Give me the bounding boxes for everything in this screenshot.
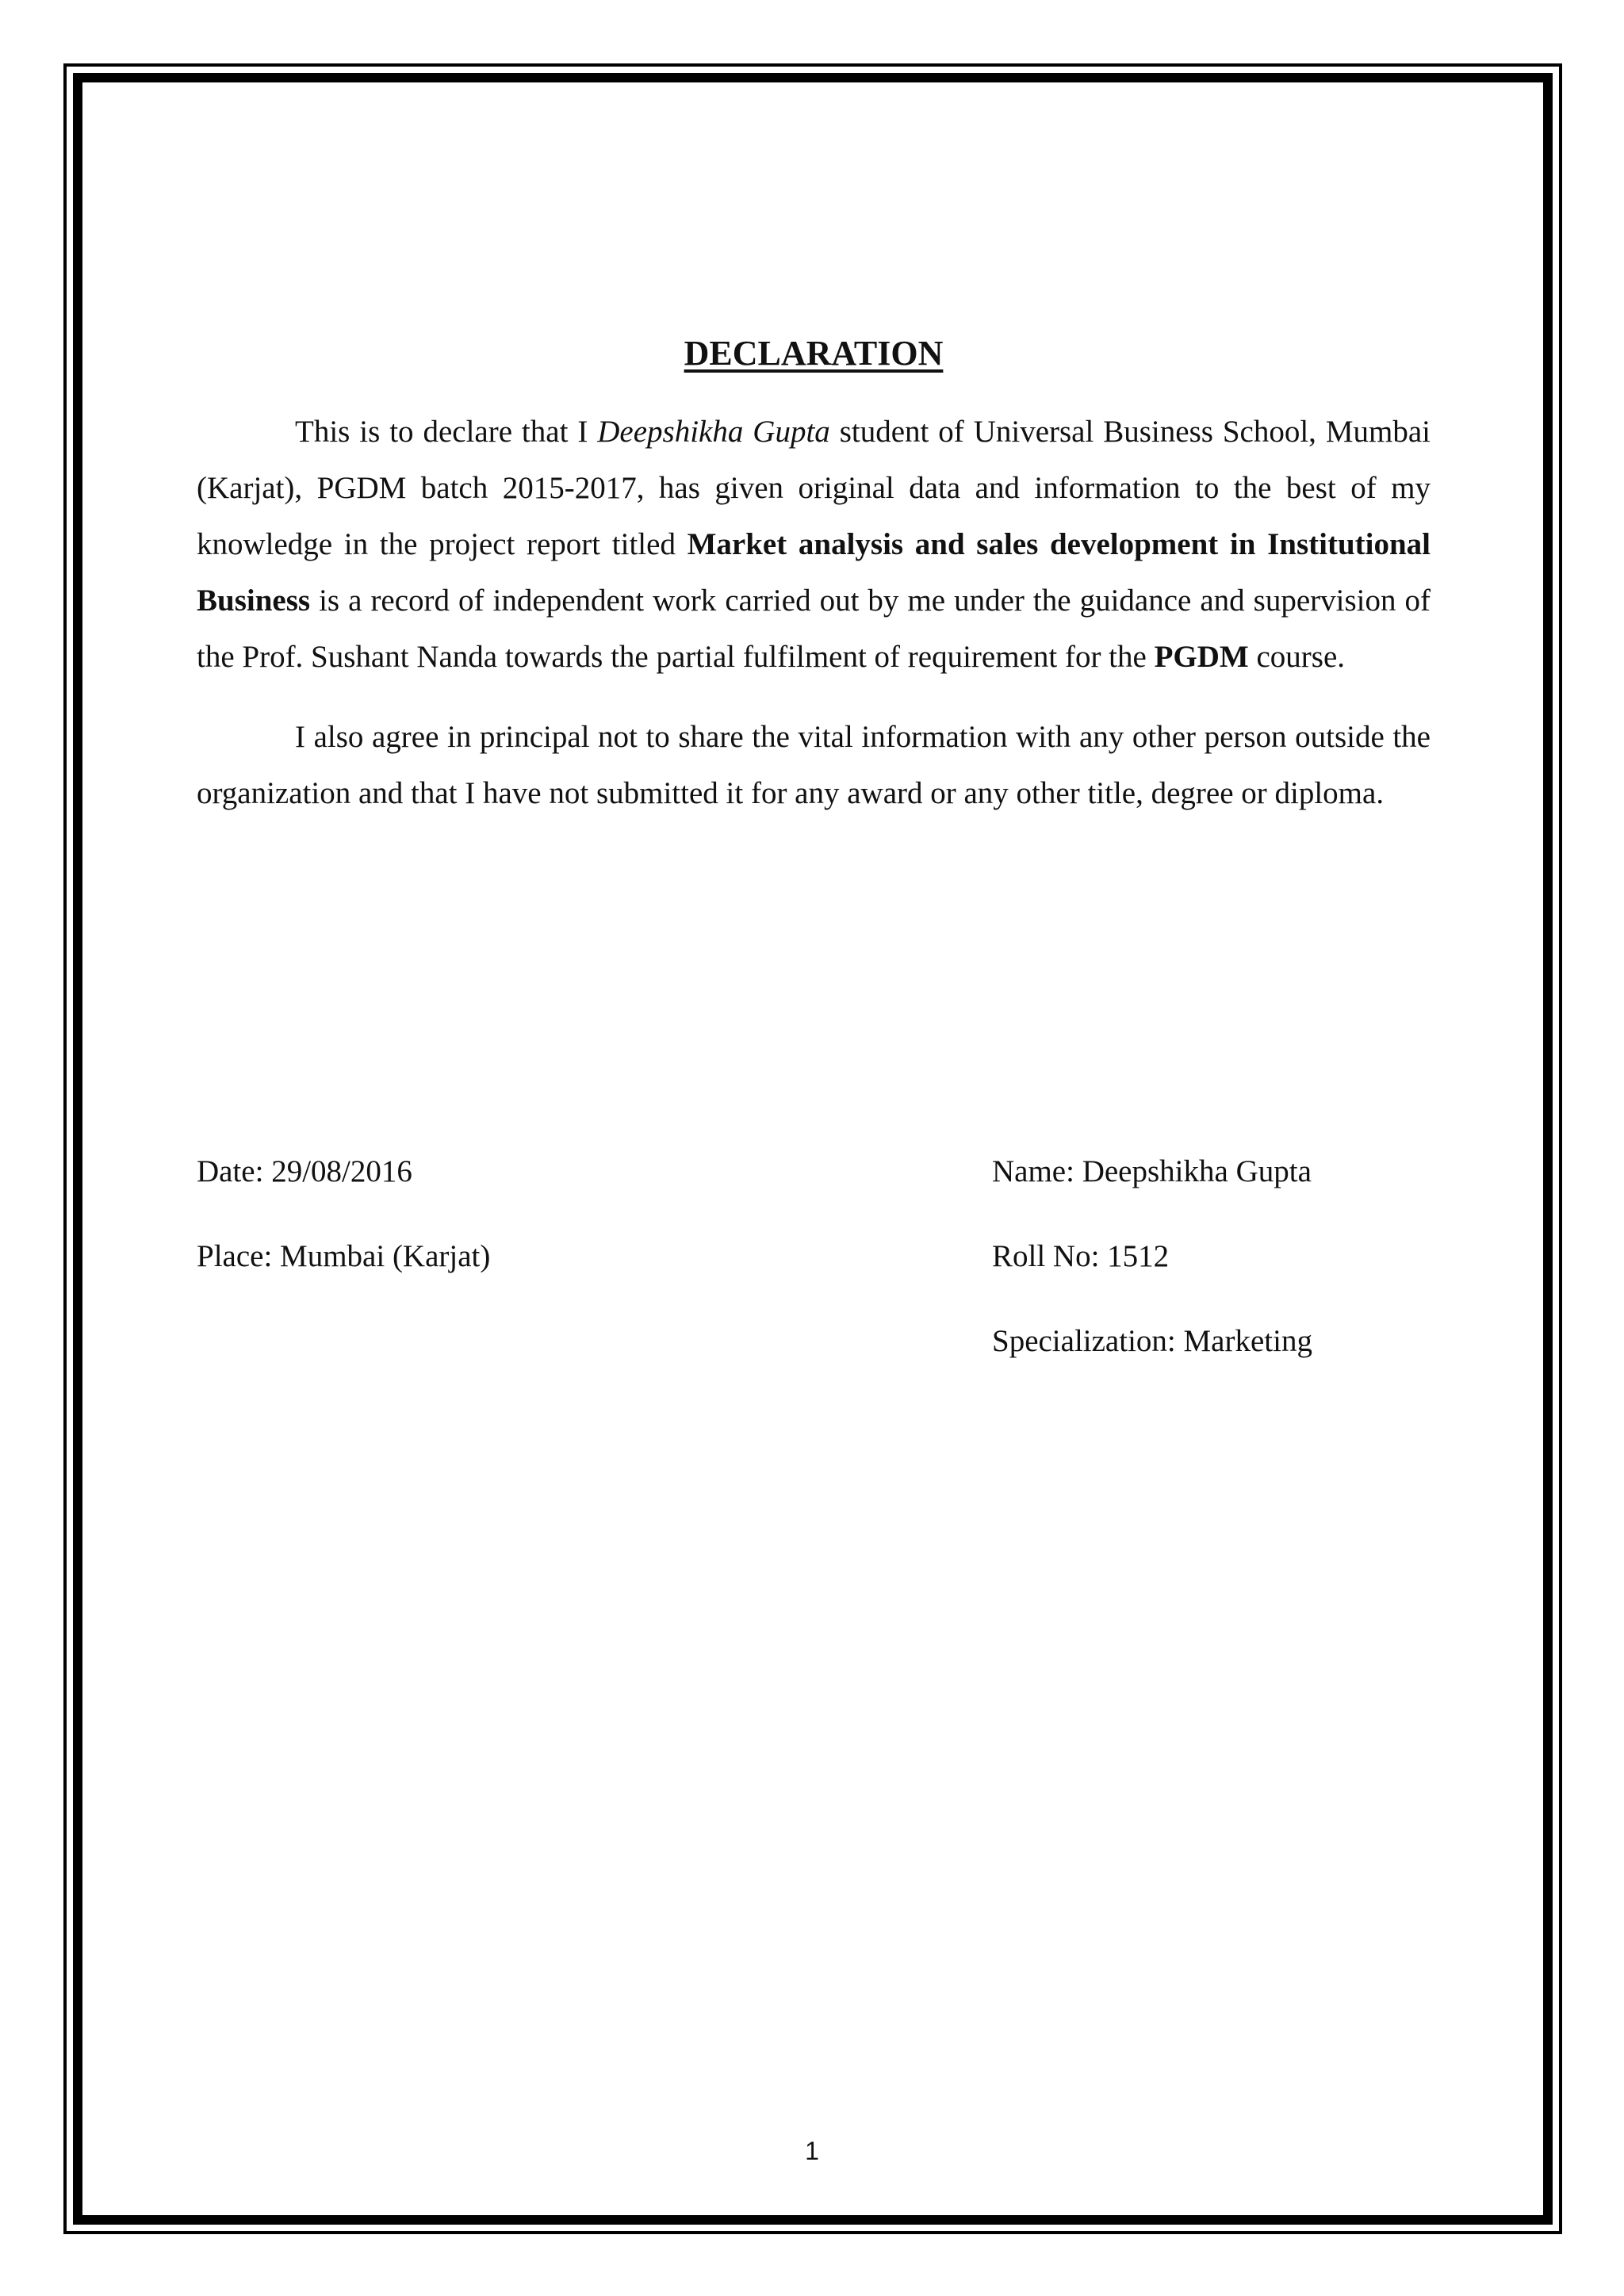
place-field: Place: Mumbai (Karjat) xyxy=(197,1239,491,1273)
declaration-paragraph-1 xyxy=(197,404,1431,685)
page-number: 1 xyxy=(805,2137,819,2165)
para1-text-2: student of Universal Business School, Mumbai (Karjat), PGDM batch 2015-2017, has given original data and information to the best of my knowledge in the project report titled xyxy=(197,414,1431,561)
para1-text-3: is a record of independent work carried out by me under the guidance and supervision of the Prof. Sushant Nanda towards the partial fulfilment of requirement for the xyxy=(197,583,1431,674)
specialization-field: Specialization: Marketing xyxy=(992,1324,1312,1358)
declaration-content xyxy=(197,333,1431,845)
project-title: Market analysis and sales development in Institutional Business xyxy=(197,526,1431,618)
course-name: PGDM xyxy=(1154,639,1249,674)
student-name-italic: Deepshikha Gupta xyxy=(597,414,830,449)
para1-text-1: This is to declare that I xyxy=(295,414,598,449)
details-row-1 xyxy=(197,1154,1431,1238)
name-field: Name: Deepshikha Gupta xyxy=(992,1154,1312,1188)
page-title: DECLARATION xyxy=(684,334,944,373)
declaration-details xyxy=(197,1154,1431,1408)
roll-number-field: Roll No: 1512 xyxy=(992,1239,1170,1273)
details-row-3 xyxy=(197,1323,1431,1408)
date-field: Date: 29/08/2016 xyxy=(197,1154,412,1188)
details-row-2 xyxy=(197,1238,1431,1323)
declaration-paragraph-2: I also agree in principal not to share the vital information with any other person outside the organization and that I have not submitted it for any award or any other title, degree or diploma. xyxy=(197,719,1431,810)
para1-text-4: course. xyxy=(1248,639,1346,674)
